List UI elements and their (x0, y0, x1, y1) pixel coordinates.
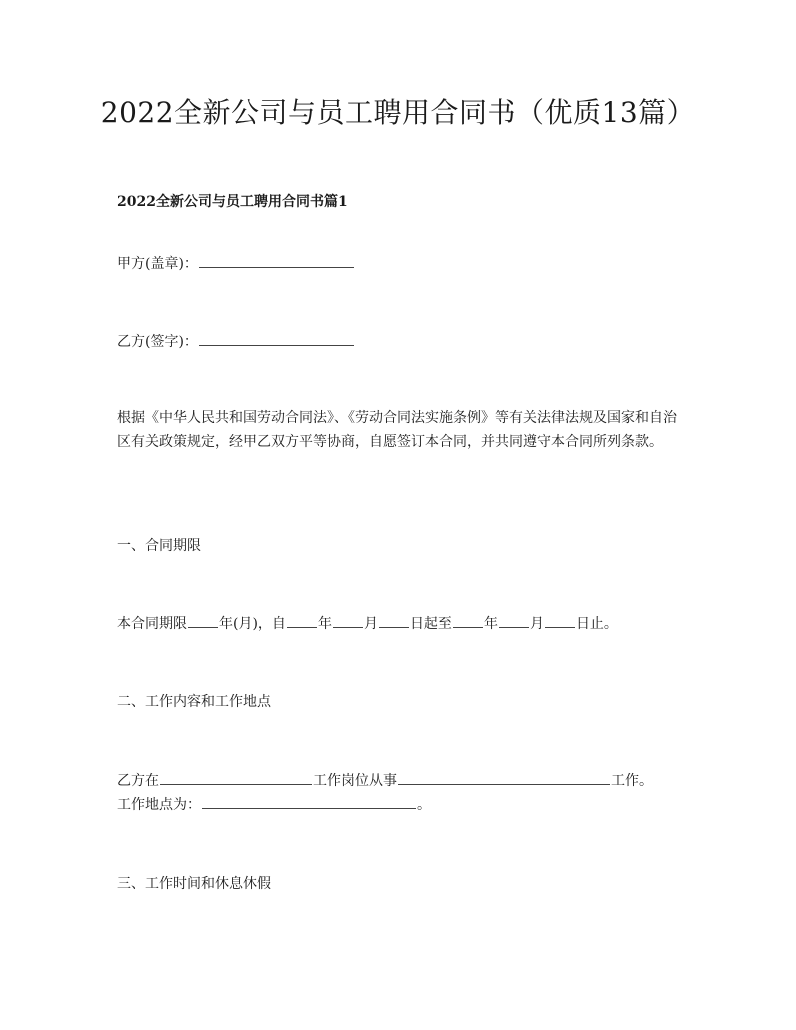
contract-subtitle: 2022全新公司与员工聘用合同书篇1 (117, 194, 348, 210)
party-b-signature-blank[interactable] (199, 331, 354, 346)
party-a-line (117, 252, 355, 276)
work-location-line (117, 793, 431, 817)
document-title: 2022全新公司与员工聘用合同书（优质13篇） (100, 96, 696, 129)
section-heading-term: 一、合同期限 (117, 538, 201, 554)
work-text-2: 工作岗位从事 (313, 773, 397, 789)
work-text-3: 工作。 (611, 773, 653, 789)
end-month-blank[interactable] (499, 613, 529, 628)
start-month-blank[interactable] (333, 613, 363, 628)
end-day-blank[interactable] (545, 613, 575, 628)
work-duty-blank[interactable] (398, 770, 610, 785)
party-b-line (117, 330, 355, 354)
term-text-7: 月 (529, 616, 544, 632)
contract-term-line (117, 612, 618, 636)
work-location-blank[interactable] (202, 794, 416, 809)
section-heading-hours: 三、工作时间和休息休假 (117, 876, 271, 892)
term-text-5: 日起至 (409, 616, 452, 632)
section-heading-work: 二、工作内容和工作地点 (117, 694, 271, 710)
work-content-line (117, 769, 653, 793)
term-text-8: 日止。 (575, 616, 618, 632)
work-department-blank[interactable] (160, 770, 312, 785)
term-text-4: 月 (363, 616, 378, 632)
location-end: 。 (417, 797, 431, 813)
party-b-label: 乙方(签字)： (117, 334, 198, 350)
term-text-1: 本合同期限 (117, 616, 187, 632)
term-duration-blank[interactable] (188, 613, 218, 628)
start-day-blank[interactable] (379, 613, 409, 628)
end-year-blank[interactable] (453, 613, 483, 628)
start-year-blank[interactable] (287, 613, 317, 628)
term-text-6: 年 (483, 616, 498, 632)
term-text-2: 年(月)，自 (219, 616, 286, 632)
preamble-paragraph: 根据《中华人民共和国劳动合同法》、《劳动合同法实施条例》等有关法律法规及国家和自治区有关政策规定，经甲乙双方平等协商，自愿签订本合同，并共同遵守本合同所列条款。 (117, 410, 677, 450)
work-text-1: 乙方在 (117, 773, 159, 789)
term-text-3: 年 (317, 616, 332, 632)
location-label: 工作地点为： (117, 797, 201, 813)
party-a-label: 甲方(盖章)： (117, 256, 198, 272)
party-a-signature-blank[interactable] (199, 253, 354, 268)
